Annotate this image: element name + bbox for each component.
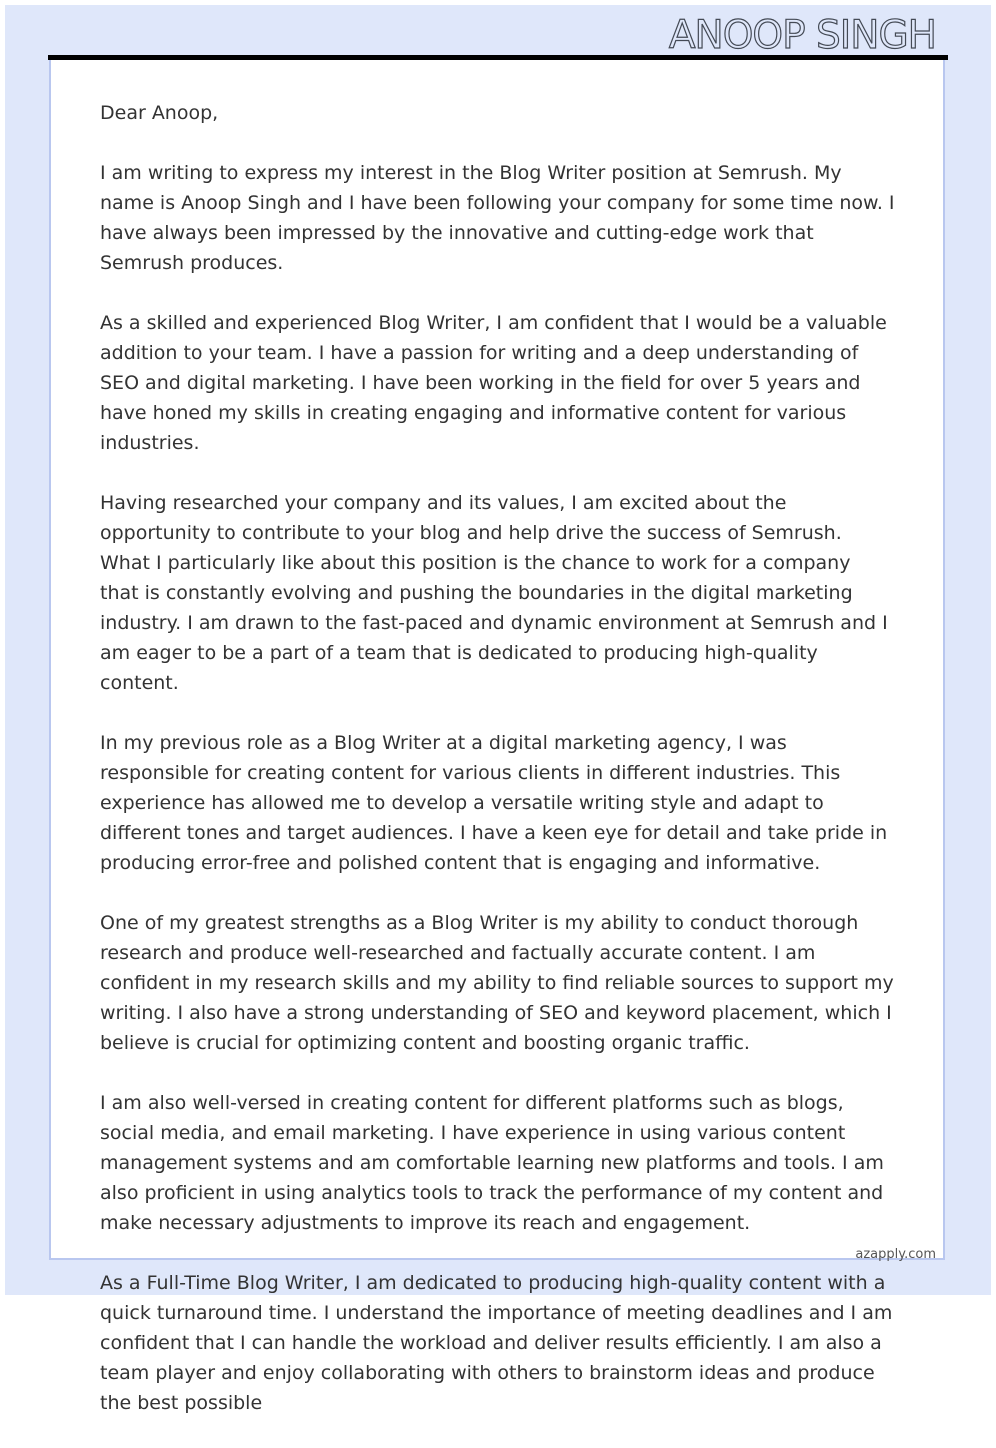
paragraph-6: I am also well-versed in creating content for different platforms such as blogs, social media, and email marketing. I have experience in using various content management systems and am comfortable learning new platforms and tools. I am also proficient in using analytics tools to track the performance of my content and make necessary adjustments to improve its reach and engagement. — [100, 1092, 884, 1234]
paragraph-5: One of my greatest strengths as a Blog Writer is my ability to conduct thorough research and produce well-researched and factually accurate content. I am confident in my research skills and my ability to find reliable sources to support my writing. I also have a strong understanding of SEO and keyword placement, which I believe is crucial for optimizing content and boosting organic traffic. — [100, 912, 894, 1054]
paragraph-2: As a skilled and experienced Blog Writer, I am confident that I would be a valuable addition to your team. I have a passion for writing and a deep understanding of SEO and digital marketing. I have been working in the field for over 5 years and have honed my skills in creating engaging and informative content for various industries. — [100, 312, 887, 454]
applicant-name: ANOOP SINGH — [668, 13, 936, 58]
site-watermark: azapply.com — [855, 1247, 936, 1262]
paragraph-4: In my previous role as a Blog Writer at a digital marketing agency, I was responsible for creating content for various clients in different industries. This experience has allowed me to develop a versatile writing style and adapt to different tones and target audiences. I have a keen eye for detail and take pride in producing error-free and polished content that is engaging and informative. — [100, 732, 888, 874]
paragraph-7: As a Full-Time Blog Writer, I am dedicated to producing high-quality content with a quick turnaround time. I understand the importance of meeting deadlines and I am confident that I can handle the workload and deliver results efficiently. I am also a team player and enjoy collaborating with others to brainstorm ideas and produce the best possible — [100, 1272, 893, 1414]
paragraph-3: Having researched your company and its values, I am excited about the opportunity to contribute to your blog and help drive the success of Semrush. What I particularly like about this position is the chance to work for a company that is constantly evolving and pushing the boundaries in the digital marketing industry. I am drawn to the fast-paced and dynamic environment at Semrush and I am eager to be a part of a team that is dedicated to producing high-quality content. — [100, 492, 888, 694]
paragraph-1: I am writing to express my interest in the Blog Writer position at Semrush. My name is Anoop Singh and I have been following your company for some time now. I have always been impressed by the innovative and cutting-edge work that Semrush produces. — [100, 162, 895, 274]
cover-letter-body — [100, 98, 895, 1448]
salutation: Dear Anoop, — [100, 102, 219, 124]
